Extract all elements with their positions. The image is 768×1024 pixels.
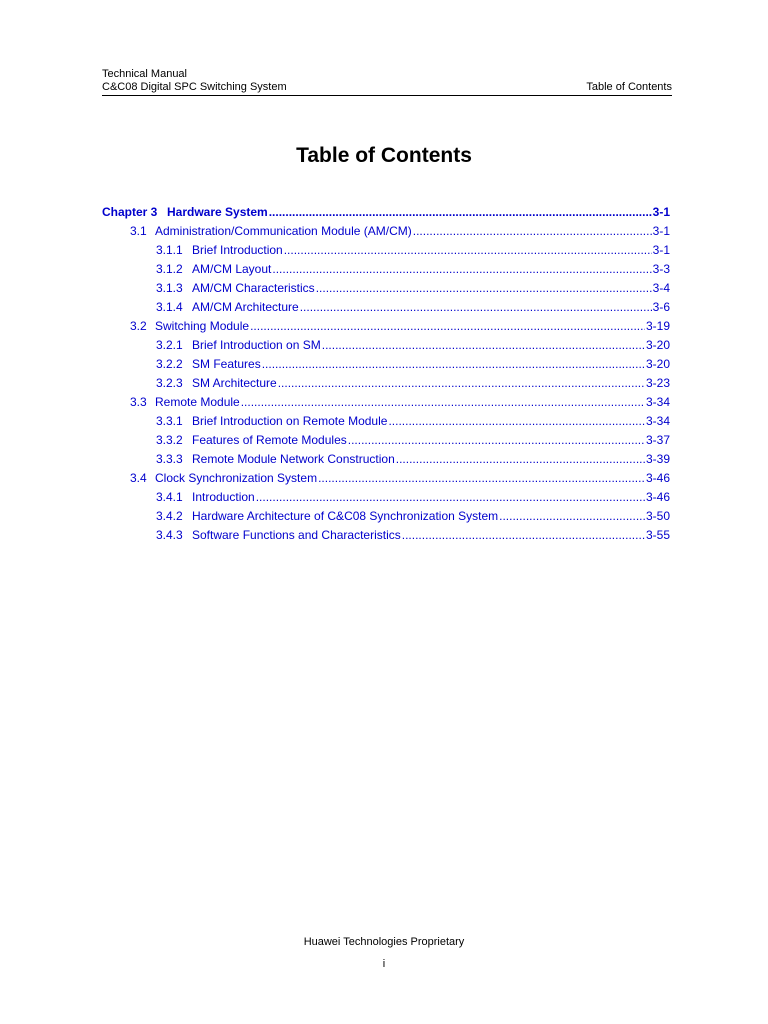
toc-entry[interactable] [102, 262, 670, 281]
table-of-contents [102, 205, 670, 547]
toc-entry-number: 3.4.3 [156, 528, 183, 542]
toc-dot-leader [269, 205, 652, 219]
toc-entry-number: 3.1.2 [156, 262, 183, 276]
toc-entry-title: Clock Synchronization System [155, 471, 318, 485]
toc-entry-title: Brief Introduction on SM [192, 338, 321, 352]
toc-dot-leader [388, 414, 645, 428]
toc-entry-page: 3-19 [645, 319, 670, 333]
toc-entry-title: Switching Module [155, 319, 250, 333]
toc-dot-leader [396, 452, 645, 466]
toc-dot-leader [348, 433, 645, 447]
toc-dot-leader [241, 395, 645, 409]
toc-entry[interactable] [102, 338, 670, 357]
toc-entry[interactable] [102, 433, 670, 452]
page-number: i [382, 958, 386, 970]
toc-entry-page: 3-34 [645, 395, 670, 409]
toc-entry-page: 3-6 [652, 300, 670, 314]
toc-entry-number: 3.1.1 [156, 243, 183, 257]
toc-entry-number: Chapter 3 [102, 205, 158, 219]
toc-entry[interactable] [102, 357, 670, 376]
toc-entry[interactable] [102, 395, 670, 414]
toc-entry[interactable] [102, 528, 670, 547]
toc-entry-number: 3.2.2 [156, 357, 183, 371]
toc-entry[interactable] [102, 471, 670, 490]
toc-entry-number: 3.3 [130, 395, 147, 409]
toc-entry-title: Features of Remote Modules [192, 433, 347, 447]
toc-entry-title: Brief Introduction on Remote Module [192, 414, 388, 428]
toc-dot-leader [322, 338, 645, 352]
toc-entry-page: 3-55 [645, 528, 670, 542]
toc-entry-number: 3.3.3 [156, 452, 183, 466]
toc-entry-number: 3.2 [130, 319, 147, 333]
header-manual-type: Technical Manual [102, 68, 187, 80]
page-title: Table of Contents [296, 144, 472, 167]
toc-dot-leader [262, 357, 645, 371]
toc-entry[interactable] [102, 509, 670, 528]
toc-entry-page: 3-46 [645, 471, 670, 485]
toc-entry-page: 3-3 [652, 262, 670, 276]
toc-entry[interactable] [102, 319, 670, 338]
toc-entry-page: 3-50 [645, 509, 670, 523]
toc-entry-page: 3-1 [652, 224, 670, 238]
toc-dot-leader [413, 224, 652, 238]
toc-entry-title: Brief Introduction [192, 243, 283, 257]
toc-dot-leader [402, 528, 645, 542]
toc-entry-page: 3-4 [652, 281, 670, 295]
toc-entry-page: 3-23 [645, 376, 670, 390]
toc-dot-leader [284, 243, 652, 257]
toc-dot-leader [250, 319, 645, 333]
toc-entry-page: 3-20 [645, 357, 670, 371]
toc-entry-number: 3.1 [130, 224, 147, 238]
header-row [102, 81, 672, 94]
toc-entry-title: Remote Module [155, 395, 240, 409]
toc-entry-page: 3-37 [645, 433, 670, 447]
toc-entry[interactable] [102, 224, 670, 243]
toc-entry-title: Hardware System [167, 205, 268, 219]
toc-entry-number: 3.2.3 [156, 376, 183, 390]
toc-entry[interactable] [102, 376, 670, 395]
toc-dot-leader [256, 490, 645, 504]
toc-entry-title: Introduction [192, 490, 255, 504]
toc-entry[interactable] [102, 205, 670, 224]
toc-entry-title: Remote Module Network Construction [192, 452, 395, 466]
toc-entry-title: AM/CM Layout [192, 262, 272, 276]
toc-dot-leader [272, 262, 651, 276]
toc-entry-number: 3.3.1 [156, 414, 183, 428]
toc-entry[interactable] [102, 414, 670, 433]
toc-entry-number: 3.4.1 [156, 490, 183, 504]
toc-entry-page: 3-20 [645, 338, 670, 352]
toc-entry-page: 3-1 [652, 205, 670, 219]
toc-entry-number: 3.1.3 [156, 281, 183, 295]
toc-entry-page: 3-1 [652, 243, 670, 257]
toc-entry-number: 3.1.4 [156, 300, 183, 314]
footer-proprietary-notice: Huawei Technologies Proprietary [303, 936, 465, 948]
toc-dot-leader [499, 509, 645, 523]
toc-entry-title: Hardware Architecture of C&C08 Synchronization System [192, 509, 499, 523]
toc-dot-leader [316, 281, 652, 295]
toc-entry-title: AM/CM Architecture [192, 300, 299, 314]
toc-dot-leader [278, 376, 645, 390]
toc-entry-title: SM Architecture [192, 376, 277, 390]
toc-entry[interactable] [102, 490, 670, 509]
toc-entry[interactable] [102, 281, 670, 300]
toc-entry-number: 3.2.1 [156, 338, 183, 352]
toc-dot-leader [300, 300, 652, 314]
toc-entry-page: 3-39 [645, 452, 670, 466]
toc-entry[interactable] [102, 300, 670, 319]
toc-entry-title: AM/CM Characteristics [192, 281, 315, 295]
page-header [102, 68, 672, 96]
toc-entry[interactable] [102, 452, 670, 471]
toc-entry-title: Software Functions and Characteristics [192, 528, 401, 542]
toc-entry-page: 3-34 [645, 414, 670, 428]
toc-entry-number: 3.4.2 [156, 509, 183, 523]
header-product-name: C&C08 Digital SPC Switching System [102, 81, 287, 93]
toc-entry[interactable] [102, 243, 670, 262]
toc-entry-page: 3-46 [645, 490, 670, 504]
toc-entry-number: 3.3.2 [156, 433, 183, 447]
toc-dot-leader [318, 471, 645, 485]
toc-entry-title: Administration/Communication Module (AM/CM) [155, 224, 412, 238]
toc-entry-title: SM Features [192, 357, 261, 371]
header-section-name: Table of Contents [586, 81, 672, 93]
toc-entry-number: 3.4 [130, 471, 147, 485]
